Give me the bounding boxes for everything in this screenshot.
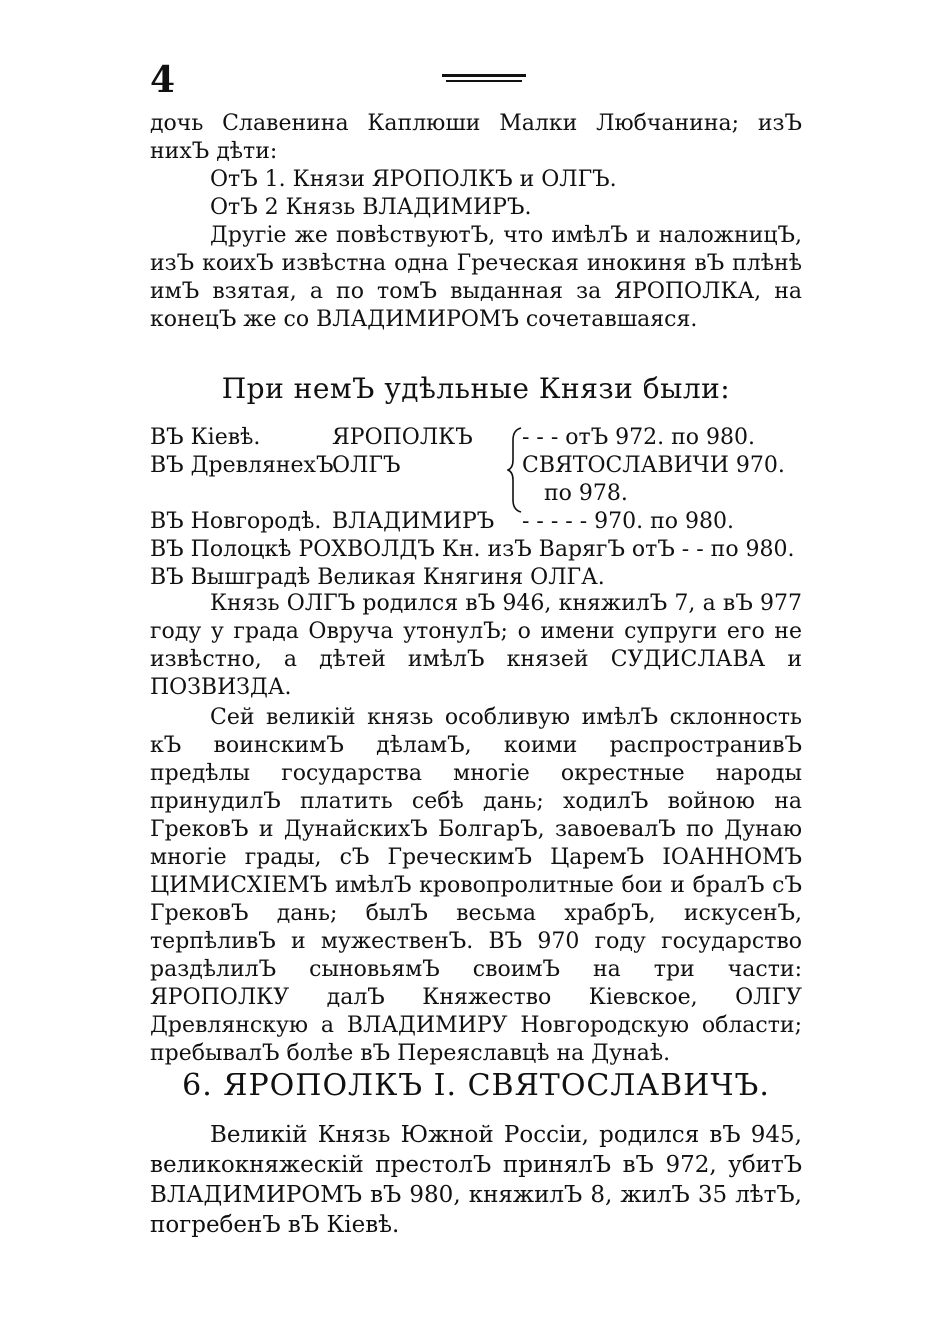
yaropolk-block [150, 1120, 802, 1240]
princes-row [150, 452, 810, 480]
children-line-1: ОтЪ 1. Князи ЯРОПОЛКЪ и ОЛГЪ. [210, 167, 617, 192]
princes-row [150, 508, 810, 536]
sei-block [150, 704, 802, 1068]
princes-dates: СВЯТОСЛАВИЧИ 970. [522, 453, 785, 478]
princes-place: ВЪ Кіевѣ. [150, 425, 261, 450]
para-others: Другіе же повѣствуютЪ, что имѣлЪ и наложницЪ, изЪ коихЪ извѣстна одна Греческая инокиня вЪ плѣнѣ имЪ взятая, а по томЪ выданная за ЯРОПОЛКА, на конецЪ же со ВЛАДИМИРОМЪ сочетавшаяся. [150, 223, 802, 332]
headband-ornament [442, 72, 526, 86]
princes-name: ВЛАДИМИРЪ [332, 509, 495, 534]
princes-line-vyshgorod: ВЪ Вышградѣ Великая Княгиня ОЛГА. [150, 565, 605, 590]
para-olg: Князь ОЛГЪ родился вЪ 946, княжилЪ 7, а вЪ 977 году у града Овруча утонулЪ; о имени супруги его не извѣстно, а дѣтей имѣлЪ князей СУДИСЛАВА и ПОЗВИЗДА. [150, 591, 802, 700]
princes-line-polotsk: ВЪ Полоцкѣ РОХВОЛДЪ Кн. изЪ ВарягЪ отЪ - - по 980. [150, 537, 795, 562]
intro-block [150, 110, 802, 334]
princes-name: ЯРОПОЛКЪ [332, 425, 473, 450]
princes-dates: - - - - - 970. по 980. [522, 509, 734, 534]
children-line-2: ОтЪ 2 Князь ВЛАДИМИРЪ. [210, 195, 532, 220]
princes-row [150, 424, 810, 452]
princes-place: ВЪ ДревлянехЪ. [150, 453, 341, 478]
section-title: 6. ЯРОПОЛКЪ I. СВЯТОСЛАВИЧЪ. [182, 1068, 770, 1103]
page-number: 4 [150, 59, 176, 101]
princes-dates: по 978. [544, 481, 628, 506]
heading-princes: При немЪ удѣльные Князи были: [221, 372, 731, 405]
princes-table [150, 424, 810, 592]
princes-row [150, 480, 810, 508]
olg-block [150, 590, 802, 702]
para-intro: дочь Славенина Каплюши Малки Любчанина; изЪ нихЪ дѣти: [150, 111, 802, 164]
para-sei: Сей великій князь особливую имѣлЪ склонность кЪ воинскимЪ дѣламЪ, коими распространивЪ предѣлы государства многіе окрестные народы принудилЪ платить себѣ дань; ходилЪ войною на ГрековЪ и ДунайскихЪ БолгарЪ, завоевалЪ по Дунаю многіе грады, сЪ ГреческимЪ ЦаремЪ ІОАННОМЪ ЦИМИСХІЕМЪ имѣлЪ кровопролитные бои и бралЪ сЪ ГрековЪ дань; былЪ весьма храбрЪ, искусенЪ, терпѣливЪ и мужественЪ. ВЪ 970 году государство раздѣлилЪ сыновьямЪ своимЪ на три части: ЯРОПОЛКУ далЪ Княжество Кіевское, ОЛГУ Древлянскую а ВЛАДИМИРУ Новгородскую области; пребывалЪ болѣе вЪ Переяславцѣ на Дунаѣ. [150, 705, 802, 1066]
para-yaropolk: Великій Князь Южной Россіи, родился вЪ 945, великокняжескій престолЪ принялЪ вЪ 972, убитЪ ВЛАДИМИРОМЪ вЪ 980, княжилЪ 8, жилЪ 35 лѣтЪ, погребенЪ вЪ Кіевѣ. [150, 1122, 802, 1238]
princes-place: ВЪ Новгородѣ. [150, 509, 322, 534]
princes-name: ОЛГЪ [332, 453, 401, 478]
princes-dates: - - - отЪ 972. по 980. [522, 425, 756, 450]
